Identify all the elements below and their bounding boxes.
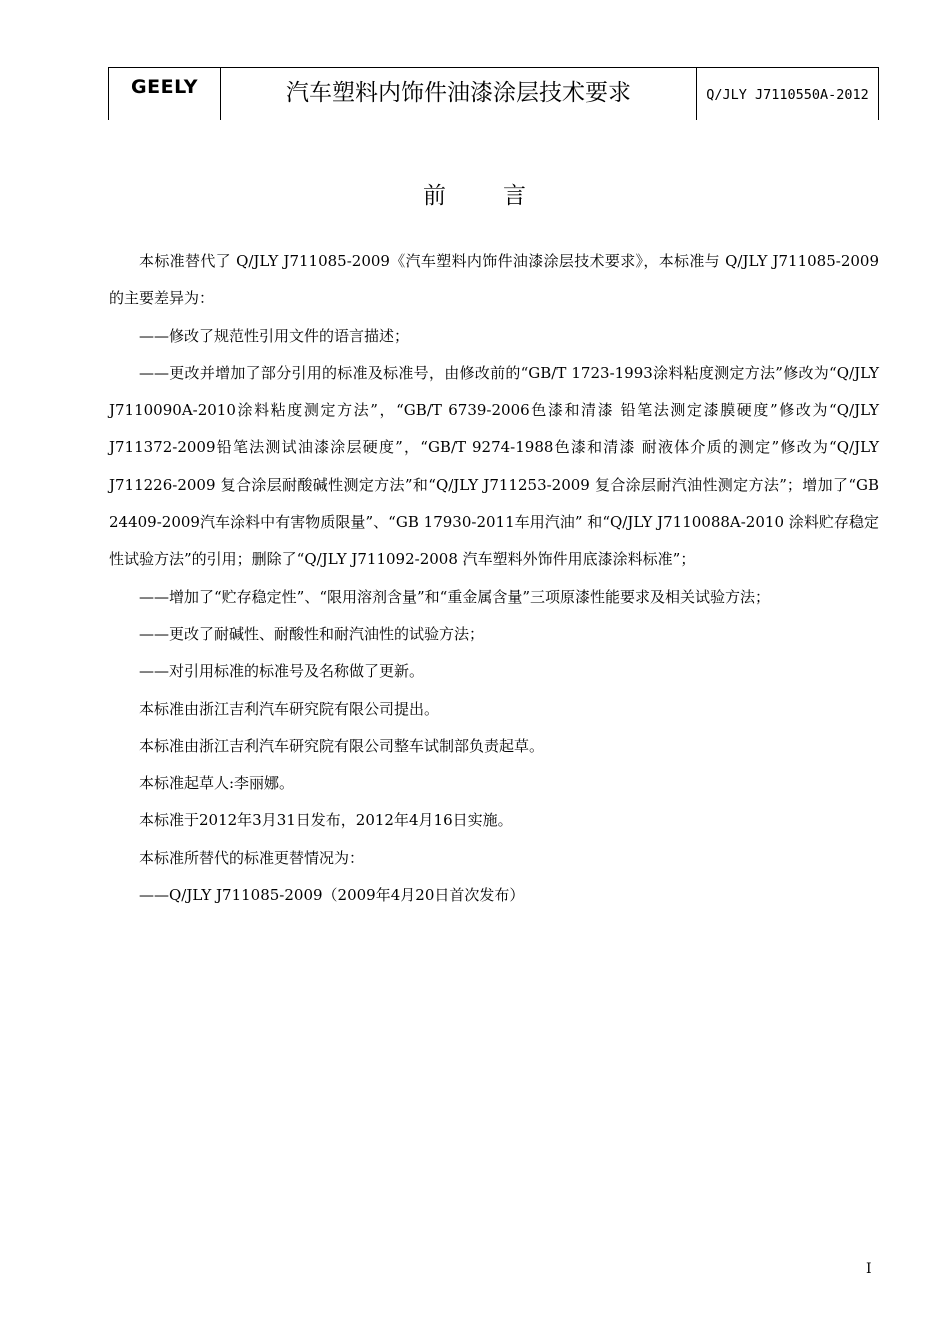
paragraph-dates: 本标准于2012年3月31日发布，2012年4月16日实施。 xyxy=(139,811,513,830)
paragraph-item-2: ——更改并增加了部分引用的标准及标准号，由修改前的“GB/T 1723-1993涂料粘度测定方法”修改为“Q/JLY J7110090A-2010涂料粘度测定方法”，“GB/T 6739-2006色漆和清漆 铅笔法测定漆膜硬度”修改为“Q/JLY J711372-2009铅笔法测试油漆涂层硬度”，“GB/T 9274-1988色漆和清漆 耐液体介质的测定”修改为“Q/JLY J711226-2009 复合涂层耐酸碱性测定方法”和“Q/JLY J711253-2009 复合涂层耐汽油性测定方法”；增加了“GB 24409-2009汽车涂料中有害物质限量”、“GB 17930-2011车用汽油” 和“Q/JLY J7110088A-2010 涂料贮存稳定性试验方法”的引用；删除了“Q/JLY J711092-2008 汽车塑料外饰件用底漆涂料标准”； xyxy=(109,363,879,569)
paragraph-replacement-item: ——Q/JLY J711085-2009（2009年4月20日首次发布） xyxy=(139,886,525,905)
document-title: 汽车塑料内饰件油漆涂层技术要求 xyxy=(286,80,631,106)
header-code-cell xyxy=(697,68,879,120)
foreword-heading xyxy=(0,177,950,210)
standard-code: Q/JLY J7110550A-2012 xyxy=(706,87,869,103)
foreword-char-2: 言 xyxy=(503,183,527,209)
paragraph-drafter: 本标准起草人:李丽娜。 xyxy=(139,774,295,793)
paragraph-item-1: ——修改了规范性引用文件的语言描述； xyxy=(139,326,410,345)
paragraph-item-4: ——更改了耐碱性、耐酸性和耐汽油性的试验方法； xyxy=(139,624,485,643)
header-logo-cell xyxy=(108,68,221,120)
paragraph-item-5: ——对引用标准的标准号及名称做了更新。 xyxy=(139,662,425,681)
paragraph-drafter-unit: 本标准由浙江吉利汽车研究院有限公司整车试制部负责起草。 xyxy=(139,736,545,755)
foreword-char-1: 前 xyxy=(423,183,447,209)
foreword-body xyxy=(109,243,879,914)
geely-logo: GEELY xyxy=(131,76,198,98)
paragraph-proposer: 本标准由浙江吉利汽车研究院有限公司提出。 xyxy=(139,699,440,718)
header-title-cell xyxy=(221,68,697,120)
paragraph-intro: 本标准替代了 Q/JLY J711085-2009《汽车塑料内饰件油漆涂层技术要求》，本标准与 Q/JLY J711085-2009的主要差异为： xyxy=(109,252,879,308)
page-number: I xyxy=(866,1261,872,1277)
paragraph-item-3: ——增加了“贮存稳定性”、“限用溶剂含量”和“重金属含量”三项原漆性能要求及相关试验方法； xyxy=(139,587,771,606)
document-header xyxy=(108,67,879,119)
paragraph-replacement-intro: 本标准所替代的标准更替情况为： xyxy=(139,848,365,867)
